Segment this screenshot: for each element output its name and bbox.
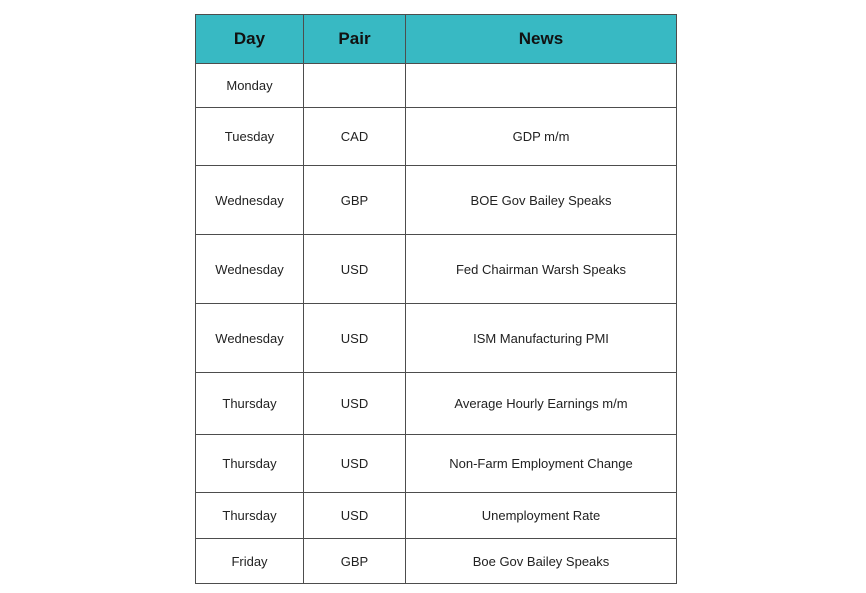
pair-cell: USD bbox=[304, 493, 406, 539]
table-row bbox=[196, 539, 677, 584]
pair-cell: USD bbox=[304, 435, 406, 493]
table-row bbox=[196, 64, 677, 108]
day-cell: Wednesday bbox=[196, 235, 304, 304]
table-row bbox=[196, 235, 677, 304]
table-row bbox=[196, 373, 677, 435]
table-row bbox=[196, 435, 677, 493]
table-row bbox=[196, 493, 677, 539]
news-cell bbox=[406, 64, 677, 108]
table-row bbox=[196, 304, 677, 373]
pair-cell: USD bbox=[304, 235, 406, 304]
column-header-news: News bbox=[406, 15, 677, 64]
news-cell: Non-Farm Employment Change bbox=[406, 435, 677, 493]
news-cell: GDP m/m bbox=[406, 108, 677, 166]
pair-cell bbox=[304, 64, 406, 108]
day-cell: Tuesday bbox=[196, 108, 304, 166]
news-cell: BOE Gov Bailey Speaks bbox=[406, 166, 677, 235]
pair-cell: USD bbox=[304, 304, 406, 373]
pair-cell: GBP bbox=[304, 166, 406, 235]
pair-cell: GBP bbox=[304, 539, 406, 584]
news-cell: Unemployment Rate bbox=[406, 493, 677, 539]
table-row bbox=[196, 108, 677, 166]
news-cell: ISM Manufacturing PMI bbox=[406, 304, 677, 373]
pair-cell: USD bbox=[304, 373, 406, 435]
table-row bbox=[196, 166, 677, 235]
news-cell: Fed Chairman Warsh Speaks bbox=[406, 235, 677, 304]
header-row bbox=[196, 15, 677, 64]
day-cell: Wednesday bbox=[196, 166, 304, 235]
news-cell: Average Hourly Earnings m/m bbox=[406, 373, 677, 435]
column-header-pair: Pair bbox=[304, 15, 406, 64]
day-cell: Wednesday bbox=[196, 304, 304, 373]
column-header-day: Day bbox=[196, 15, 304, 64]
day-cell: Thursday bbox=[196, 373, 304, 435]
day-cell: Thursday bbox=[196, 493, 304, 539]
day-cell: Thursday bbox=[196, 435, 304, 493]
news-calendar-table bbox=[195, 14, 677, 584]
day-cell: Friday bbox=[196, 539, 304, 584]
news-cell: Boe Gov Bailey Speaks bbox=[406, 539, 677, 584]
pair-cell: CAD bbox=[304, 108, 406, 166]
day-cell: Monday bbox=[196, 64, 304, 108]
